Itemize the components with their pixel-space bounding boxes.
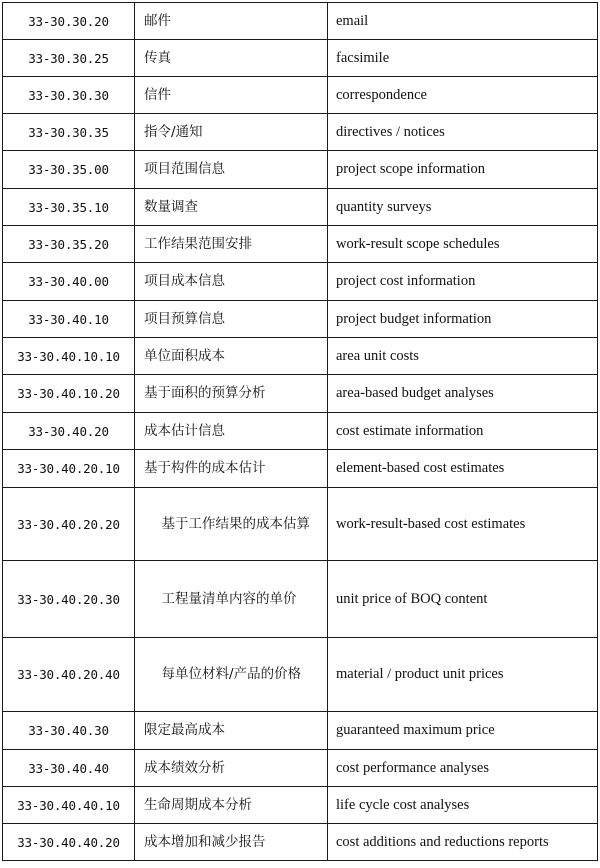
table-row xyxy=(3,488,598,561)
table-row xyxy=(3,712,598,750)
code-cell: 33-30.40.40.10 xyxy=(3,787,135,824)
chinese-term-cell: 每单位材料/产品的价格 xyxy=(135,638,328,712)
english-term-cell: quantity surveys xyxy=(328,189,598,226)
classification-table xyxy=(2,2,598,861)
table-row xyxy=(3,3,598,40)
chinese-term-cell: 单位面积成本 xyxy=(135,338,328,375)
english-term-cell: unit price of BOQ content xyxy=(328,561,598,638)
code-cell: 33-30.40.20 xyxy=(3,413,135,450)
english-term-cell: life cycle cost analyses xyxy=(328,787,598,824)
chinese-term-cell: 基于面积的预算分析 xyxy=(135,375,328,413)
chinese-term-cell: 基于工作结果的成本估算 xyxy=(135,488,328,561)
code-cell: 33-30.30.30 xyxy=(3,77,135,114)
chinese-term-cell: 信件 xyxy=(135,77,328,114)
english-term-cell: cost performance analyses xyxy=(328,750,598,787)
chinese-term-cell: 数量调查 xyxy=(135,189,328,226)
english-term-cell: cost estimate information xyxy=(328,413,598,450)
code-cell: 33-30.35.10 xyxy=(3,189,135,226)
english-term-cell: work-result-based cost estimates xyxy=(328,488,598,561)
table-row xyxy=(3,226,598,263)
code-cell: 33-30.35.20 xyxy=(3,226,135,263)
chinese-term-cell: 成本绩效分析 xyxy=(135,750,328,787)
chinese-term-cell: 限定最高成本 xyxy=(135,712,328,750)
table-row xyxy=(3,450,598,488)
code-cell: 33-30.30.20 xyxy=(3,3,135,40)
english-term-cell: email xyxy=(328,3,598,40)
chinese-term-cell: 成本估计信息 xyxy=(135,413,328,450)
table-row xyxy=(3,375,598,413)
english-term-cell: directives / notices xyxy=(328,114,598,151)
english-term-cell: area-based budget analyses xyxy=(328,375,598,413)
english-term-cell: correspondence xyxy=(328,77,598,114)
table-row xyxy=(3,151,598,189)
table-body xyxy=(3,3,598,861)
chinese-term-cell: 项目预算信息 xyxy=(135,301,328,338)
table-row xyxy=(3,301,598,338)
english-term-cell: cost additions and reductions reports xyxy=(328,824,598,861)
code-cell: 33-30.40.20.40 xyxy=(3,638,135,712)
table-row xyxy=(3,787,598,824)
code-cell: 33-30.40.20.10 xyxy=(3,450,135,488)
table-row xyxy=(3,638,598,712)
code-cell: 33-30.40.40.20 xyxy=(3,824,135,861)
code-cell: 33-30.40.10.10 xyxy=(3,338,135,375)
code-cell: 33-30.30.35 xyxy=(3,114,135,151)
english-term-cell: project budget information xyxy=(328,301,598,338)
table-row xyxy=(3,413,598,450)
code-cell: 33-30.40.00 xyxy=(3,263,135,301)
table-row xyxy=(3,189,598,226)
table-row xyxy=(3,114,598,151)
code-cell: 33-30.40.10.20 xyxy=(3,375,135,413)
chinese-term-cell: 基于构件的成本估计 xyxy=(135,450,328,488)
chinese-term-cell: 工作结果范围安排 xyxy=(135,226,328,263)
chinese-term-cell: 邮件 xyxy=(135,3,328,40)
english-term-cell: work-result scope schedules xyxy=(328,226,598,263)
english-term-cell: project cost information xyxy=(328,263,598,301)
english-term-cell: guaranteed maximum price xyxy=(328,712,598,750)
table-row xyxy=(3,77,598,114)
chinese-term-cell: 项目范围信息 xyxy=(135,151,328,189)
table-row xyxy=(3,824,598,861)
chinese-term-cell: 传真 xyxy=(135,40,328,77)
code-cell: 33-30.40.40 xyxy=(3,750,135,787)
code-cell: 33-30.40.20.20 xyxy=(3,488,135,561)
table-row xyxy=(3,40,598,77)
code-cell: 33-30.40.30 xyxy=(3,712,135,750)
table-row xyxy=(3,750,598,787)
english-term-cell: material / product unit prices xyxy=(328,638,598,712)
english-term-cell: facsimile xyxy=(328,40,598,77)
chinese-term-cell: 成本增加和减少报告 xyxy=(135,824,328,861)
code-cell: 33-30.40.10 xyxy=(3,301,135,338)
english-term-cell: project scope information xyxy=(328,151,598,189)
english-term-cell: area unit costs xyxy=(328,338,598,375)
code-cell: 33-30.35.00 xyxy=(3,151,135,189)
code-cell: 33-30.40.20.30 xyxy=(3,561,135,638)
chinese-term-cell: 生命周期成本分析 xyxy=(135,787,328,824)
table-row xyxy=(3,263,598,301)
english-term-cell: element-based cost estimates xyxy=(328,450,598,488)
chinese-term-cell: 指令/通知 xyxy=(135,114,328,151)
code-cell: 33-30.30.25 xyxy=(3,40,135,77)
table-row xyxy=(3,561,598,638)
chinese-term-cell: 项目成本信息 xyxy=(135,263,328,301)
chinese-term-cell: 工程量清单内容的单价 xyxy=(135,561,328,638)
table-row xyxy=(3,338,598,375)
